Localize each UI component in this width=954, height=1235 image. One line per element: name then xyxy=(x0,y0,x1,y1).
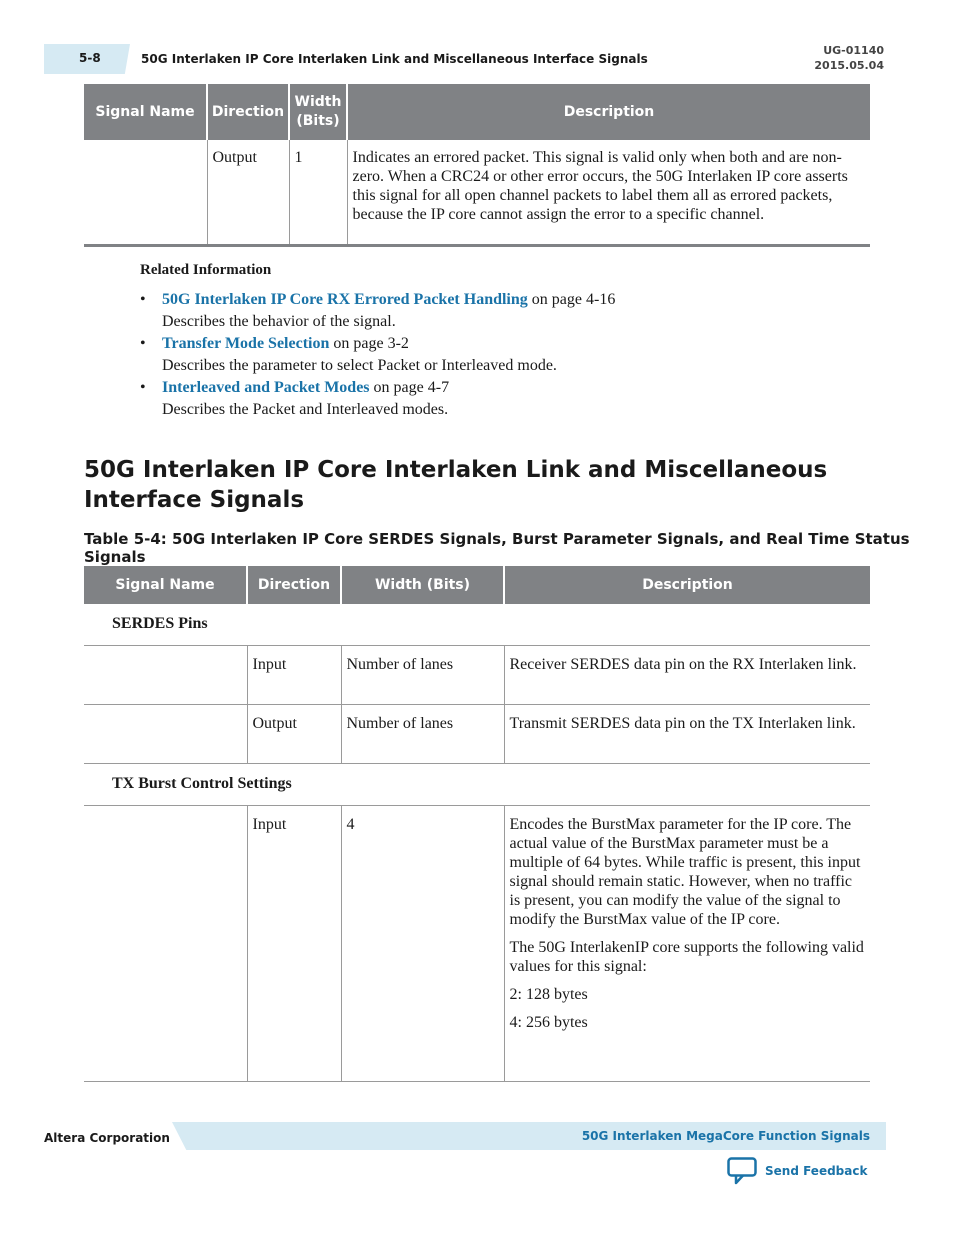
cell-width: Number of lanes xyxy=(341,646,504,705)
document-date: 2015.05.04 xyxy=(814,59,884,72)
cell-description: Transmit SERDES data pin on the TX Interlaken link. xyxy=(504,705,870,764)
table-row xyxy=(84,140,870,246)
cell-direction: Output xyxy=(207,140,289,246)
cell-description: Indicates an errored packet. This signal is valid only when both and are non-zero. When a CRC24 or other error occurs, the 50G Interlaken IP core asserts this signal for all open channel packets to label them all as errored packets, because the IP core cannot assign the error to a specific channel. xyxy=(347,140,870,246)
column-header-width: Width (Bits) xyxy=(289,84,347,140)
column-header-direction: Direction xyxy=(247,566,341,604)
footer-title: 50G Interlaken MegaCore Function Signals xyxy=(581,1129,870,1143)
cell-width: 4 xyxy=(341,806,504,1082)
column-header-width: Width (Bits) xyxy=(341,566,504,604)
column-header-signal-name: Signal Name xyxy=(84,566,247,604)
bullet-icon: • xyxy=(140,379,146,396)
page-reference: on page 4-7 xyxy=(369,379,450,396)
bullet-icon: • xyxy=(140,291,146,308)
cell-direction: Input xyxy=(247,806,341,1082)
document-id-block xyxy=(814,43,884,73)
page-number: 5-8 xyxy=(79,51,101,65)
running-header-title: 50G Interlaken IP Core Interlaken Link and Miscellaneous Interface Signals xyxy=(141,52,648,66)
description-paragraph: Encodes the BurstMax parameter for the IP core. The actual value of the BurstMax parameter must be a multiple of 64 bytes. While traffic is present, this input signal should remain static. However, when no traffic is present, you can modify the value of the signal to modify the BurstMax value of the IP core. xyxy=(509,816,861,928)
document-id: UG-01140 xyxy=(823,44,884,57)
link-description: Describes the behavior of the signal. xyxy=(162,312,396,330)
table-row xyxy=(84,806,870,1082)
signals-table-continued xyxy=(84,84,870,247)
send-feedback-button[interactable] xyxy=(727,1157,867,1185)
column-header-description: Description xyxy=(504,566,870,604)
table-row xyxy=(84,646,870,705)
description-paragraph: The 50G InterlakenIP core supports the following valid values for this signal: xyxy=(509,939,864,975)
related-information-list xyxy=(140,289,860,421)
column-header-direction: Direction xyxy=(207,84,289,140)
list-item xyxy=(140,333,860,376)
table-header-row xyxy=(84,566,870,604)
column-header-description: Description xyxy=(347,84,870,140)
section-row-serdes-pins xyxy=(84,604,870,646)
valid-value: 2: 128 bytes xyxy=(509,986,588,1003)
cell-description xyxy=(504,806,870,1082)
cell-width: 1 xyxy=(289,140,347,246)
speech-bubble-icon xyxy=(727,1157,757,1185)
cell-width: Number of lanes xyxy=(341,705,504,764)
link-rx-errored-packet-handling[interactable]: 50G Interlaken IP Core RX Errored Packet Handling xyxy=(162,291,528,308)
section-label: TX Burst Control Settings xyxy=(84,764,870,806)
section-label: SERDES Pins xyxy=(84,604,870,646)
serdes-burst-status-table xyxy=(84,566,870,1082)
cell-direction: Output xyxy=(247,705,341,764)
cell-signal-name xyxy=(84,806,247,1082)
page-reference: on page 4-16 xyxy=(527,291,616,308)
send-feedback-label: Send Feedback xyxy=(765,1164,868,1178)
table-header-row xyxy=(84,84,870,140)
cell-signal-name xyxy=(84,140,207,246)
footer-company: Altera Corporation xyxy=(44,1131,170,1145)
link-transfer-mode-selection[interactable]: Transfer Mode Selection xyxy=(162,335,330,352)
cell-signal-name xyxy=(84,646,247,705)
table-caption: Table 5-4: 50G Interlaken IP Core SERDES Signals, Burst Parameter Signals, and Real Time Status Signals xyxy=(84,530,910,566)
list-item xyxy=(140,377,860,420)
section-row-tx-burst-control xyxy=(84,764,870,806)
page-reference: on page 3-2 xyxy=(329,335,409,352)
section-heading: 50G Interlaken IP Core Interlaken Link and Miscellaneous Interface Signals xyxy=(84,457,828,513)
column-header-signal-name: Signal Name xyxy=(84,84,207,140)
related-information-title: Related Information xyxy=(140,262,272,278)
table-row xyxy=(84,705,870,764)
link-interleaved-and-packet-modes[interactable]: Interleaved and Packet Modes xyxy=(162,379,370,396)
list-item xyxy=(140,289,860,332)
valid-value: 4: 256 bytes xyxy=(509,1014,588,1031)
cell-description: Receiver SERDES data pin on the RX Interlaken link. xyxy=(504,646,870,705)
link-description: Describes the Packet and Interleaved modes. xyxy=(162,400,449,418)
cell-signal-name xyxy=(84,705,247,764)
bullet-icon: • xyxy=(140,335,146,352)
cell-direction: Input xyxy=(247,646,341,705)
link-description: Describes the parameter to select Packet or Interleaved mode. xyxy=(162,356,557,374)
